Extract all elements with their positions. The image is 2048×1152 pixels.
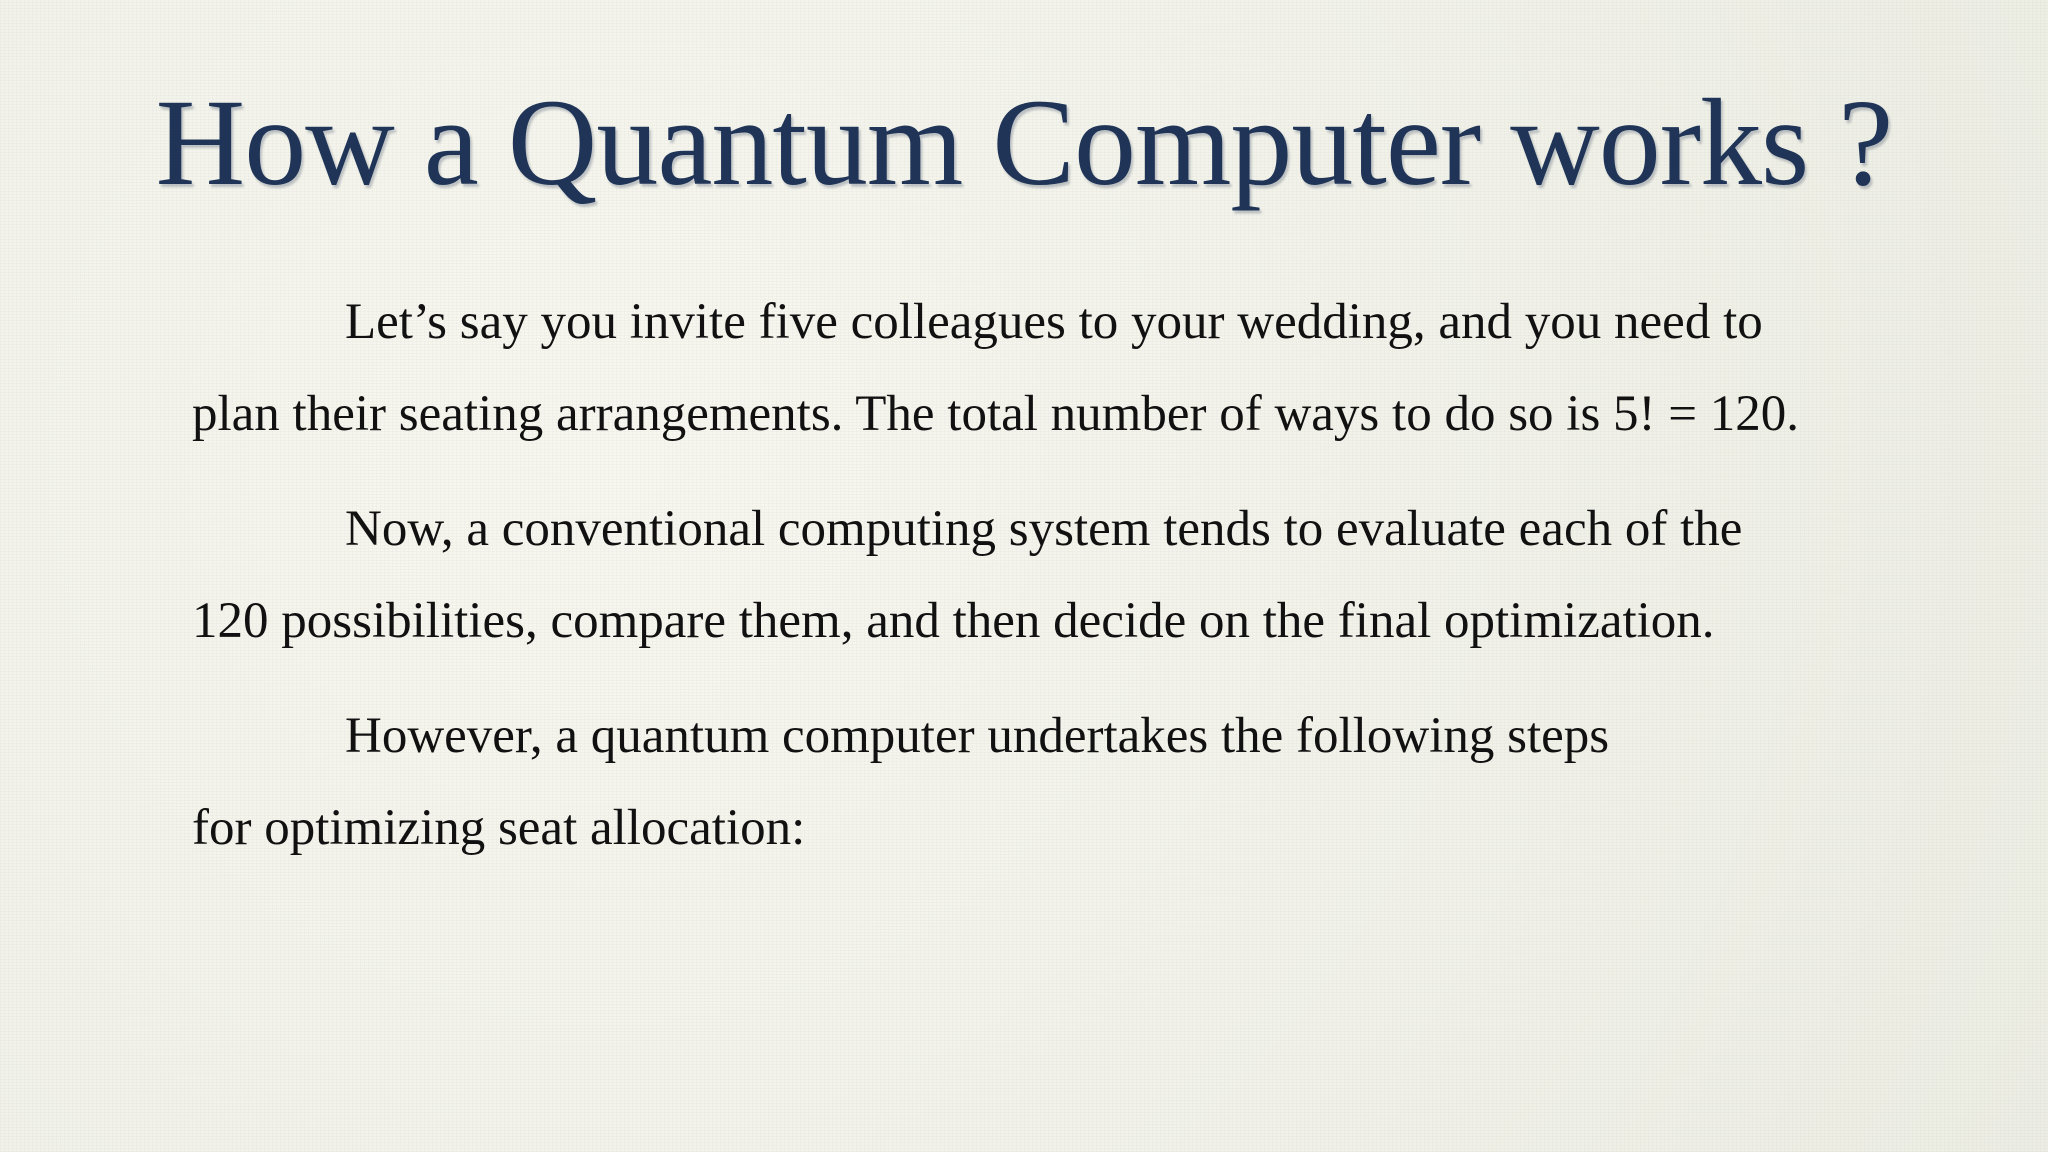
paragraph-quantum-steps: However, a quantum computer undertakes the following steps for optimizing seat allocation: [192, 708, 1610, 856]
slide-body [192, 276, 1892, 897]
paragraph-conventional-computing: Now, a conventional computing system tends to evaluate each of the 120 possibilities, compare them, and then decide on the final optimization. [192, 501, 1743, 649]
slide-title: How a Quantum Computer works ? [155, 74, 1893, 211]
paragraph-seating-example: Let’s say you invite five colleagues to your wedding, and you need to plan their seating arrangements. The total number of ways to do so is 5! = 120. [192, 294, 1800, 442]
